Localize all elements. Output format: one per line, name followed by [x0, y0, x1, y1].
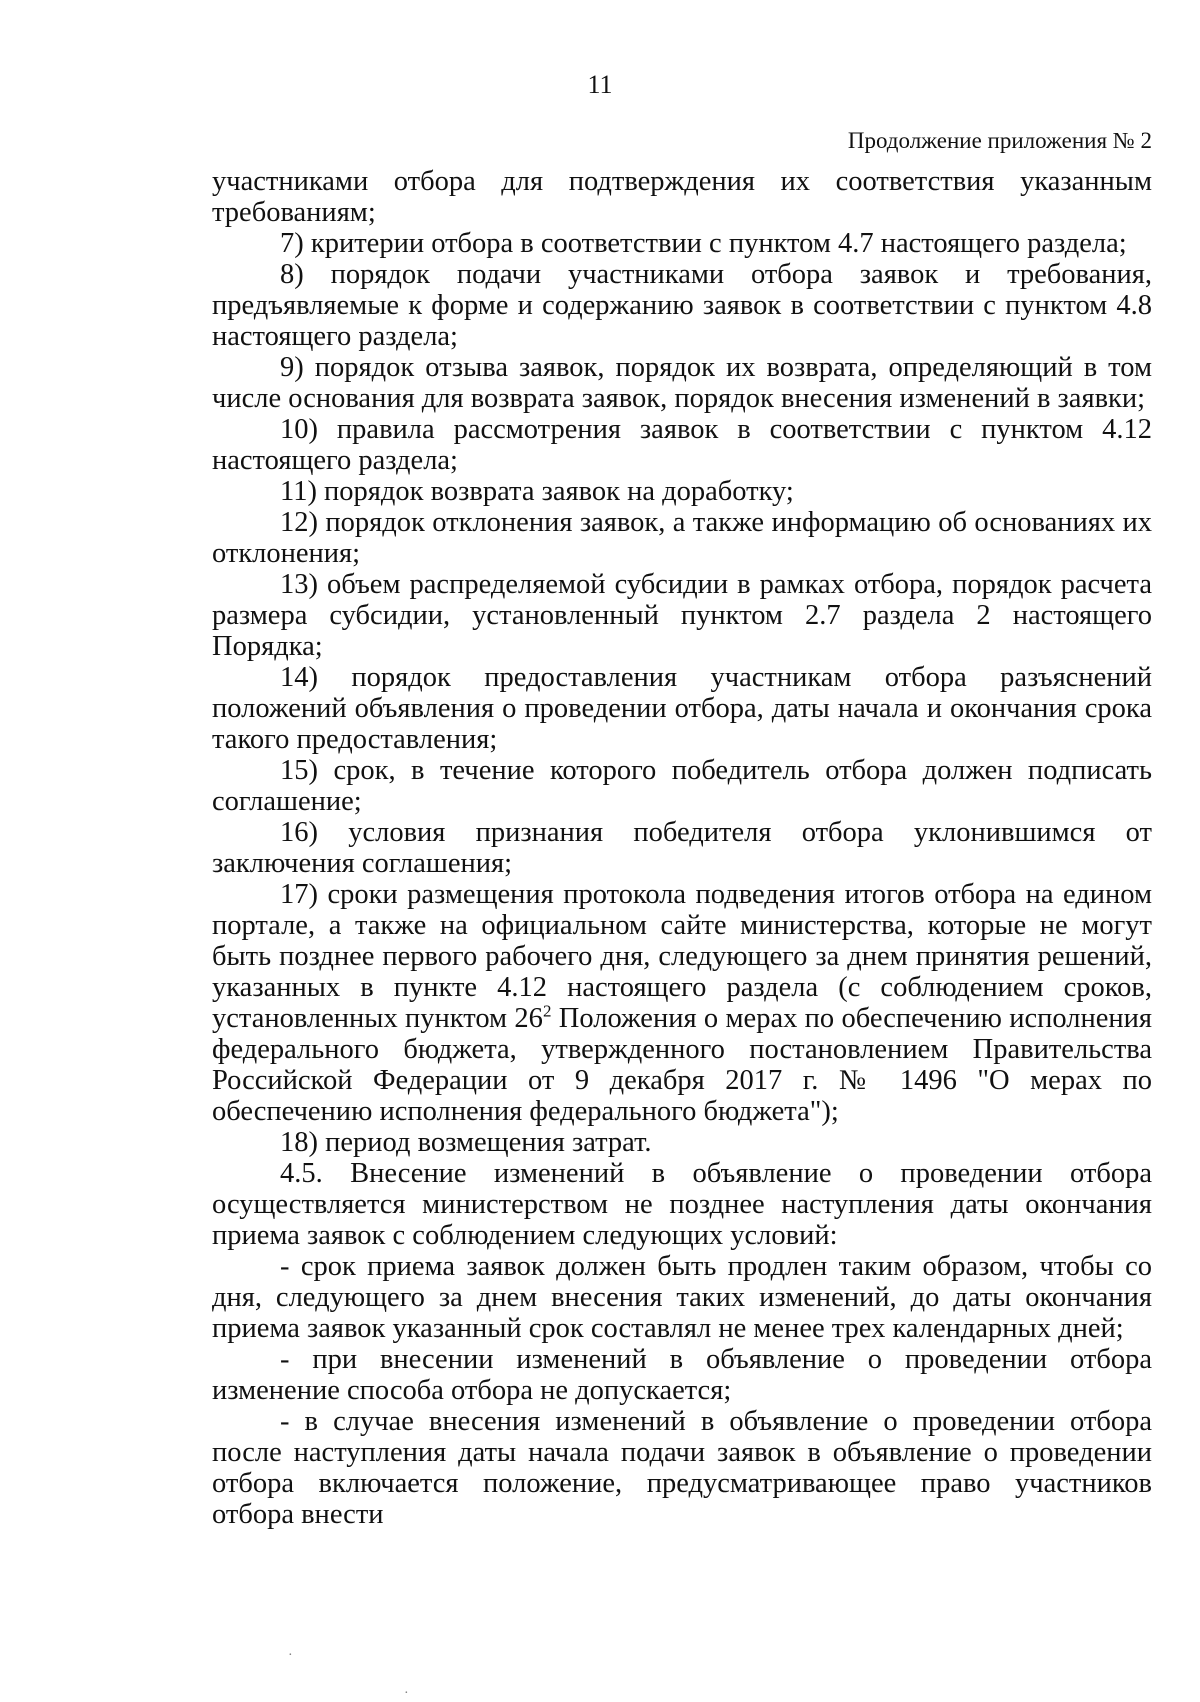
list-item-8: 8) порядок подачи участниками отбора заявок и требования, предъявляемые к форме и содержанию заявок в соответствии с пунктом 4.8 настоящего раздела; — [212, 259, 1152, 352]
list-item-13: 13) объем распределяемой субсидии в рамках отбора, порядок расчета размера субсидии, установленный пунктом 2.7 раздела 2 настоящего Порядка; — [212, 569, 1152, 662]
list-item-11: 11) порядок возврата заявок на доработку; — [280, 476, 794, 507]
list-item-10: 10) правила рассмотрения заявок в соответствии с пунктом 4.12 настоящего раздела; — [212, 414, 1152, 476]
list-item-12: 12) порядок отклонения заявок, а также информацию об основаниях их отклонения; — [212, 507, 1152, 569]
page-number: 11 — [587, 70, 613, 99]
list-item-17-text-after: Положения о мерах по обеспечению исполнения федерального бюджета, утвержденного постановлением Правительства Российской Федерации от 9 декабря 2017 г. № 1496 "О мерах по обеспечению исполнения федерального бюджета"); — [212, 1003, 1152, 1127]
paragraph-continuation: участниками отбора для подтверждения их соответствия указанным требованиям; — [212, 166, 1152, 228]
scan-dot-2: · — [404, 1686, 409, 1701]
appendix-continuation-note: Продолжение приложения № 2 — [847, 128, 1152, 153]
condition-item-2: - при внесении изменений в объявление о проведении отбора изменение способа отбора не допускается; — [212, 1344, 1152, 1406]
list-item-15: 15) срок, в течение которого победитель отбора должен подписать соглашение; — [212, 755, 1152, 817]
list-item-9: 9) порядок отзыва заявок, порядок их возврата, определяющий в том числе основания для возврата заявок, порядок внесения изменений в заявки; — [212, 352, 1152, 414]
superscript-2: 2 — [542, 1001, 552, 1021]
list-item-18: 18) период возмещения затрат. — [280, 1127, 652, 1158]
condition-item-3: - в случае внесения изменений в объявление о проведении отбора после наступления даты начала подачи заявок в объявление о проведении отбора включается положение, предусматривающее право участников отбора внести — [212, 1406, 1152, 1530]
list-item-16: 16) условия признания победителя отбора уклонившимся от заключения соглашения; — [212, 817, 1152, 879]
list-item-17 — [212, 879, 1152, 1127]
condition-item-1: - срок приема заявок должен быть продлен таким образом, чтобы со дня, следующего за днем внесения таких изменений, до даты окончания приема заявок указанный срок составлял не менее трех календарных дней; — [212, 1251, 1152, 1344]
document-body — [212, 166, 1152, 1530]
list-item-7: 7) критерии отбора в соответствии с пунктом 4.7 настоящего раздела; — [280, 228, 1127, 259]
list-item-17-text-before: 17) сроки размещения протокола подведения итогов отбора на едином портале, а также на официальном сайте министерства, которые не могут быть позднее первого рабочего дня, следующего за днем принятия решений, указанных в пункте 4.12 настоящего раздела (с соблюдением сроков, установленных пунктом 26 — [212, 879, 1152, 1034]
list-item-14: 14) порядок предоставления участникам отбора разъяснений положений объявления о проведении отбора, даты начала и окончания срока такого предоставления; — [212, 662, 1152, 755]
section-4-5: 4.5. Внесение изменений в объявление о проведении отбора осуществляется министерством не позднее наступления даты окончания приема заявок с соблюдением следующих условий: — [212, 1158, 1152, 1251]
scan-dot-1: · — [288, 1648, 293, 1663]
